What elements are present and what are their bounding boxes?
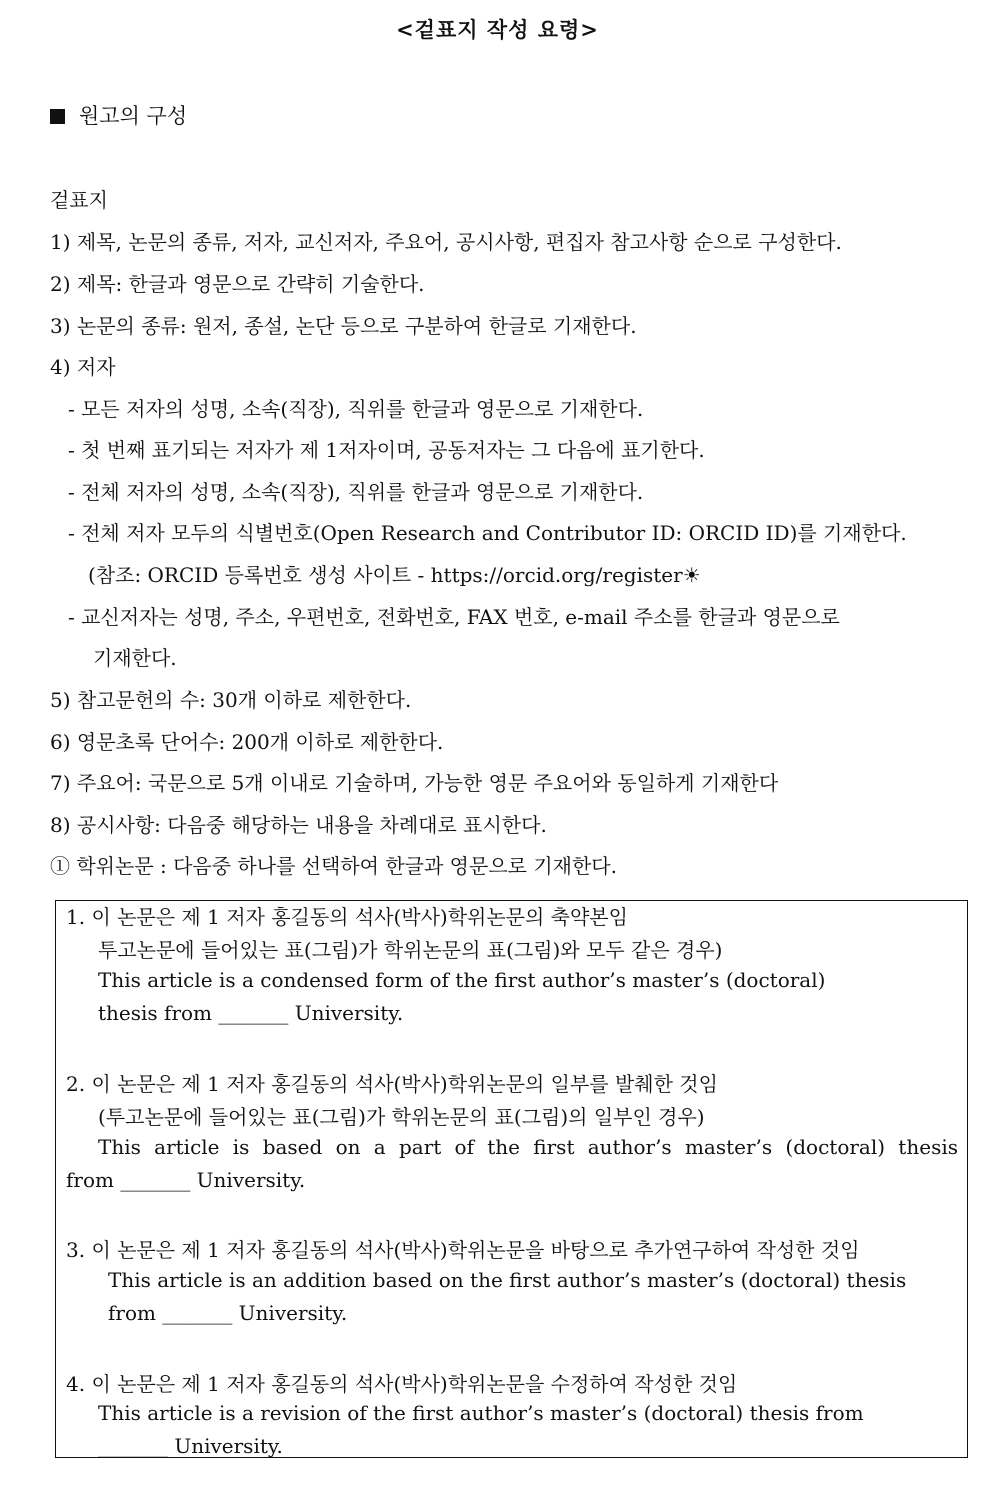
item-4-a: - 모든 저자의 성명, 소속(직장), 직위를 한글과 영문으로 기재한다. [68,397,644,421]
option-4-english-2: _______ University. [98,1434,283,1458]
item-4: 4) 저자 [50,355,116,379]
option-1-english-2: thesis from _______ University. [98,1001,404,1025]
option-4-english-1: This article is a revision of the first author’s master’s (doctoral) thesis from [98,1401,864,1425]
item-1: 1) 제목, 논문의 종류, 저자, 교신저자, 주요어, 공시사항, 편집자 참고사항 순으로 구성한다. [50,230,842,254]
option-2-korean: 2. 이 논문은 제 1 저자 홍길동의 석사(박사)학위논문의 일부를 발췌한 것임 [66,1072,718,1096]
page-title: <겉표지 작성 요령> [396,17,599,42]
section-heading [50,100,187,130]
item-4-d: - 전체 저자 모두의 식별번호(Open Research and Contributor ID: ORCID ID)를 기재한다. [68,521,907,545]
item-3: 3) 논문의 종류: 원저, 종설, 논단 등으로 구분하여 한글로 기재한다. [50,314,637,338]
item-8-1: ① 학위논문 : 다음중 하나를 선택하여 한글과 영문으로 기재한다. [50,854,617,878]
item-8: 8) 공시사항: 다음중 해당하는 내용을 차례대로 표시한다. [50,813,547,837]
item-4-c: - 전체 저자의 성명, 소속(직장), 직위를 한글과 영문으로 기재한다. [68,480,644,504]
orcid-reference: (참조: ORCID 등록번호 생성 사이트 - https://orcid.org/register☀ [88,563,701,587]
option-3-english-1: This article is an addition based on the first author’s master’s (doctoral) thesis [108,1268,907,1292]
option-1-korean: 1. 이 논문은 제 1 저자 홍길동의 석사(박사)학위논문의 축약본임 [66,905,628,929]
option-3-korean: 3. 이 논문은 제 1 저자 홍길동의 석사(박사)학위논문을 바탕으로 추가연구하여 작성한 것임 [66,1238,860,1262]
item-2: 2) 제목: 한글과 영문으로 간략히 기술한다. [50,272,425,296]
item-6: 6) 영문초록 단어수: 200개 이하로 제한한다. [50,730,444,754]
item-4-e: - 교신저자는 성명, 주소, 우편번호, 전화번호, FAX 번호, e-mail 주소를 한글과 영문으로 [68,605,840,629]
option-4-korean: 4. 이 논문은 제 1 저자 홍길동의 석사(박사)학위논문을 수정하여 작성한 것임 [66,1372,738,1396]
black-square-icon [50,109,65,124]
option-1-english-1: This article is a condensed form of the first author’s master’s (doctoral) [98,968,826,992]
item-4-e-continued: 기재한다. [93,646,177,670]
cover-label: 겉표지 [50,188,108,212]
option-2-english-1: This article is based on a part of the first author’s master’s (doctoral) thesis [98,1135,958,1159]
option-3-english-2: from _______ University. [108,1301,348,1325]
section-heading-text: 원고의 구성 [79,104,188,128]
option-2-korean-note: (투고논문에 들어있는 표(그림)가 학위논문의 표(그림)의 일부인 경우) [98,1105,705,1129]
item-5: 5) 참고문헌의 수: 30개 이하로 제한한다. [50,688,412,712]
item-4-b: - 첫 번째 표기되는 저자가 제 1저자이며, 공동저자는 그 다음에 표기한다. [68,438,705,462]
item-7: 7) 주요어: 국문으로 5개 이내로 기술하며, 가능한 영문 주요어와 동일하게 기재한다 [50,771,779,795]
thesis-options-box [55,900,968,1458]
option-2-english-2: from _______ University. [66,1168,306,1192]
option-1-korean-note: 투고논문에 들어있는 표(그림)가 학위논문의 표(그림)와 모두 같은 경우) [98,938,723,962]
